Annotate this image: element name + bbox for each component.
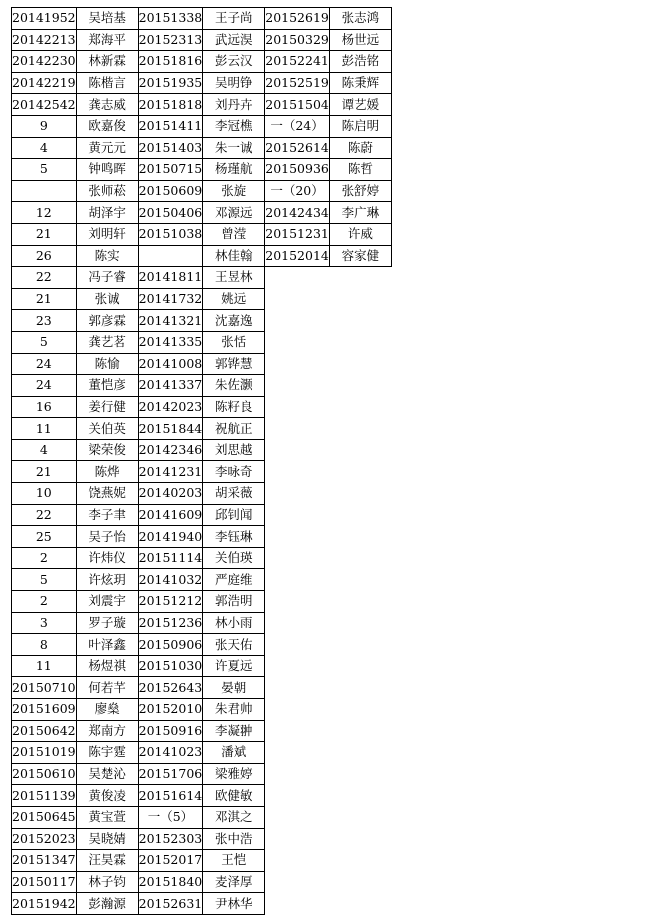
empty-cell: [329, 267, 391, 289]
table-row: [12, 245, 392, 267]
table-row: [12, 72, 392, 94]
id-cell: 2: [12, 547, 77, 569]
empty-cell: [265, 612, 330, 634]
table-row: [12, 634, 392, 656]
empty-cell: [265, 310, 330, 332]
table-row: [12, 893, 392, 915]
name-cell: 姜行健: [76, 396, 138, 418]
id-cell: 26: [12, 245, 77, 267]
id-cell: 4: [12, 137, 77, 159]
empty-cell: [329, 806, 391, 828]
name-cell: 张师菘: [76, 180, 138, 202]
table-row: [12, 396, 392, 418]
table-row: [12, 310, 392, 332]
id-cell: 20152619: [265, 8, 330, 30]
id-cell: 20150329: [265, 29, 330, 51]
name-cell: 尹林华: [203, 893, 265, 915]
name-cell: 杨瑾航: [203, 159, 265, 181]
name-cell: 胡泽宇: [76, 202, 138, 224]
id-cell: 20151614: [138, 785, 203, 807]
id-cell: 20150117: [12, 871, 77, 893]
empty-cell: [329, 569, 391, 591]
name-cell: 刘震宇: [76, 591, 138, 613]
empty-cell: [265, 439, 330, 461]
id-cell: 20141609: [138, 504, 203, 526]
table-row: [12, 461, 392, 483]
name-cell: 林佳翰: [203, 245, 265, 267]
id-cell: 20151840: [138, 871, 203, 893]
table-row: [12, 828, 392, 850]
name-cell: 朱一诚: [203, 137, 265, 159]
empty-cell: [265, 763, 330, 785]
id-cell: 20152614: [265, 137, 330, 159]
id-cell: 20151038: [138, 223, 203, 245]
name-cell: 张中浩: [203, 828, 265, 850]
empty-cell: [329, 720, 391, 742]
name-cell: 龚艺茗: [76, 331, 138, 353]
id-cell: 20142023: [138, 396, 203, 418]
student-table: [11, 7, 392, 915]
empty-cell: [329, 331, 391, 353]
id-cell: 22: [12, 504, 77, 526]
id-cell: 22: [12, 267, 77, 289]
id-cell: 20142213: [12, 29, 77, 51]
empty-cell: [265, 547, 330, 569]
table-row: [12, 51, 392, 73]
id-cell: 9: [12, 115, 77, 137]
id-cell: 20150642: [12, 720, 77, 742]
id-cell: 20142230: [12, 51, 77, 73]
id-cell: [12, 180, 77, 202]
id-cell: 21: [12, 223, 77, 245]
empty-cell: [329, 504, 391, 526]
name-cell: 陈愉: [76, 353, 138, 375]
id-cell: 20151338: [138, 8, 203, 30]
id-cell: 16: [12, 396, 77, 418]
empty-cell: [265, 677, 330, 699]
name-cell: 许夏远: [203, 655, 265, 677]
name-cell: 武远淏: [203, 29, 265, 51]
empty-cell: [265, 742, 330, 764]
name-cell: 曾滢: [203, 223, 265, 245]
name-cell: 陈实: [76, 245, 138, 267]
name-cell: 胡采薇: [203, 483, 265, 505]
name-cell: 吴子怡: [76, 526, 138, 548]
name-cell: 陈楷言: [76, 72, 138, 94]
id-cell: 20151706: [138, 763, 203, 785]
name-cell: 欧嘉俊: [76, 115, 138, 137]
table-row: [12, 159, 392, 181]
empty-cell: [265, 331, 330, 353]
name-cell: 沈嘉逸: [203, 310, 265, 332]
id-cell: 20151212: [138, 591, 203, 613]
id-cell: 20152241: [265, 51, 330, 73]
name-cell: 晏朝: [203, 677, 265, 699]
empty-cell: [265, 288, 330, 310]
id-cell: 20151236: [138, 612, 203, 634]
table-row: [12, 180, 392, 202]
id-cell: 20152631: [138, 893, 203, 915]
name-cell: 刘明轩: [76, 223, 138, 245]
name-cell: 李凝翀: [203, 720, 265, 742]
id-cell: 10: [12, 483, 77, 505]
id-cell: 20150609: [138, 180, 203, 202]
id-cell: 20151139: [12, 785, 77, 807]
name-cell: 张志鸿: [329, 8, 391, 30]
id-cell: 4: [12, 439, 77, 461]
name-cell: 彭浩铭: [329, 51, 391, 73]
name-cell: 张舒婷: [329, 180, 391, 202]
table-row: [12, 569, 392, 591]
table-row: [12, 439, 392, 461]
id-cell: 20150936: [265, 159, 330, 181]
table-row: [12, 223, 392, 245]
name-cell: 吴楚沁: [76, 763, 138, 785]
id-cell: 20141023: [138, 742, 203, 764]
empty-cell: [329, 439, 391, 461]
name-cell: 祝航正: [203, 418, 265, 440]
name-cell: 杨世远: [329, 29, 391, 51]
name-cell: 黄俊凌: [76, 785, 138, 807]
name-cell: 饶燕妮: [76, 483, 138, 505]
id-cell: 20150645: [12, 806, 77, 828]
id-cell: 20142434: [265, 202, 330, 224]
id-cell: 11: [12, 655, 77, 677]
name-cell: 容家健: [329, 245, 391, 267]
name-cell: 董恺彦: [76, 375, 138, 397]
name-cell: 郭彦霖: [76, 310, 138, 332]
id-cell: 23: [12, 310, 77, 332]
id-cell: 5: [12, 569, 77, 591]
id-cell: 20150406: [138, 202, 203, 224]
id-cell: 2: [12, 591, 77, 613]
name-cell: 欧健敏: [203, 785, 265, 807]
name-cell: 邓淇之: [203, 806, 265, 828]
table-row: [12, 267, 392, 289]
table-row: [12, 483, 392, 505]
name-cell: 关伯瑛: [203, 547, 265, 569]
name-cell: 罗子璇: [76, 612, 138, 634]
id-cell: 20151030: [138, 655, 203, 677]
id-cell: 5: [12, 159, 77, 181]
id-cell: 20152014: [265, 245, 330, 267]
empty-cell: [329, 893, 391, 915]
table-row: [12, 418, 392, 440]
empty-cell: [329, 288, 391, 310]
id-cell: 20150916: [138, 720, 203, 742]
id-cell: 20141940: [138, 526, 203, 548]
name-cell: 陈哲: [329, 159, 391, 181]
id-cell: 20150710: [12, 677, 77, 699]
name-cell: 张恬: [203, 331, 265, 353]
empty-cell: [265, 461, 330, 483]
empty-cell: [265, 806, 330, 828]
name-cell: 陈宇霆: [76, 742, 138, 764]
id-cell: 20151231: [265, 223, 330, 245]
name-cell: 林新霖: [76, 51, 138, 73]
empty-cell: [265, 396, 330, 418]
name-cell: 邱钊闻: [203, 504, 265, 526]
name-cell: 李广琳: [329, 202, 391, 224]
id-cell: 20151403: [138, 137, 203, 159]
name-cell: 黄宝萱: [76, 806, 138, 828]
empty-cell: [265, 483, 330, 505]
id-cell: [138, 245, 203, 267]
table-row: [12, 94, 392, 116]
id-cell: 20151019: [12, 742, 77, 764]
empty-cell: [329, 375, 391, 397]
table-row: [12, 699, 392, 721]
id-cell: 20141337: [138, 375, 203, 397]
name-cell: 张诚: [76, 288, 138, 310]
empty-cell: [265, 893, 330, 915]
id-cell: 20152017: [138, 850, 203, 872]
id-cell: 20152010: [138, 699, 203, 721]
empty-cell: [265, 699, 330, 721]
table-row: [12, 785, 392, 807]
name-cell: 谭艺媛: [329, 94, 391, 116]
id-cell: 11: [12, 418, 77, 440]
name-cell: 杨煜祺: [76, 655, 138, 677]
empty-cell: [329, 310, 391, 332]
name-cell: 王恺: [203, 850, 265, 872]
table-row: [12, 720, 392, 742]
empty-cell: [329, 677, 391, 699]
name-cell: 何若芊: [76, 677, 138, 699]
table-row: [12, 763, 392, 785]
id-cell: 20150715: [138, 159, 203, 181]
id-cell: 5: [12, 331, 77, 353]
table-row: [12, 29, 392, 51]
table-row: [12, 612, 392, 634]
id-cell: 20141811: [138, 267, 203, 289]
name-cell: 王子尚: [203, 8, 265, 30]
name-cell: 汪昊霖: [76, 850, 138, 872]
id-cell: 21: [12, 461, 77, 483]
empty-cell: [329, 418, 391, 440]
student-table-body: [12, 8, 392, 915]
table-row: [12, 806, 392, 828]
name-cell: 麦泽厚: [203, 871, 265, 893]
name-cell: 张天佑: [203, 634, 265, 656]
name-cell: 梁雅婷: [203, 763, 265, 785]
empty-cell: [329, 526, 391, 548]
name-cell: 陈蔚: [329, 137, 391, 159]
id-cell: 20141231: [138, 461, 203, 483]
table-row: [12, 871, 392, 893]
id-cell: 20152519: [265, 72, 330, 94]
empty-cell: [265, 267, 330, 289]
id-cell: 20142346: [138, 439, 203, 461]
empty-cell: [265, 353, 330, 375]
id-cell: 20151844: [138, 418, 203, 440]
name-cell: 叶泽鑫: [76, 634, 138, 656]
name-cell: 许炜仪: [76, 547, 138, 569]
empty-cell: [329, 742, 391, 764]
id-cell: 20151504: [265, 94, 330, 116]
table-row: [12, 8, 392, 30]
empty-cell: [329, 353, 391, 375]
id-cell: 12: [12, 202, 77, 224]
empty-cell: [265, 418, 330, 440]
empty-cell: [265, 850, 330, 872]
table-row: [12, 504, 392, 526]
name-cell: 王昱林: [203, 267, 265, 289]
name-cell: 吴明铮: [203, 72, 265, 94]
id-cell: 20141732: [138, 288, 203, 310]
name-cell: 严庭维: [203, 569, 265, 591]
id-cell: 3: [12, 612, 77, 634]
name-cell: 钟鸣晖: [76, 159, 138, 181]
id-cell: 20140203: [138, 483, 203, 505]
id-cell: 20151609: [12, 699, 77, 721]
empty-cell: [329, 850, 391, 872]
id-cell: 24: [12, 353, 77, 375]
name-cell: 郭浩明: [203, 591, 265, 613]
name-cell: 姚远: [203, 288, 265, 310]
empty-cell: [329, 871, 391, 893]
empty-cell: [265, 655, 330, 677]
name-cell: 朱君帅: [203, 699, 265, 721]
id-cell: 21: [12, 288, 77, 310]
name-cell: 林小雨: [203, 612, 265, 634]
name-cell: 彭云汉: [203, 51, 265, 73]
id-cell: 20141335: [138, 331, 203, 353]
table-row: [12, 353, 392, 375]
empty-cell: [329, 634, 391, 656]
empty-cell: [265, 828, 330, 850]
name-cell: 李冠樵: [203, 115, 265, 137]
id-cell: 20141008: [138, 353, 203, 375]
name-cell: 刘思越: [203, 439, 265, 461]
id-cell: 20141952: [12, 8, 77, 30]
name-cell: 吴培基: [76, 8, 138, 30]
empty-cell: [265, 526, 330, 548]
name-cell: 关伯英: [76, 418, 138, 440]
name-cell: 龚志威: [76, 94, 138, 116]
name-cell: 吴晓婧: [76, 828, 138, 850]
table-row: [12, 137, 392, 159]
id-cell: 20151816: [138, 51, 203, 73]
id-cell: 20141321: [138, 310, 203, 332]
id-cell: 25: [12, 526, 77, 548]
empty-cell: [265, 375, 330, 397]
name-cell: 潘斌: [203, 742, 265, 764]
name-cell: 李子聿: [76, 504, 138, 526]
id-cell: 20151347: [12, 850, 77, 872]
id-cell: 一（20）: [265, 180, 330, 202]
empty-cell: [329, 461, 391, 483]
name-cell: 冯子睿: [76, 267, 138, 289]
table-row: [12, 850, 392, 872]
id-cell: 20151114: [138, 547, 203, 569]
table-row: [12, 115, 392, 137]
empty-cell: [265, 785, 330, 807]
empty-cell: [329, 483, 391, 505]
empty-cell: [329, 699, 391, 721]
id-cell: 8: [12, 634, 77, 656]
name-cell: 郑南方: [76, 720, 138, 742]
table-row: [12, 526, 392, 548]
table-row: [12, 288, 392, 310]
name-cell: 许威: [329, 223, 391, 245]
id-cell: 一（5）: [138, 806, 203, 828]
empty-cell: [265, 720, 330, 742]
name-cell: 陈籽良: [203, 396, 265, 418]
id-cell: 20142542: [12, 94, 77, 116]
name-cell: 陈启明: [329, 115, 391, 137]
empty-cell: [265, 591, 330, 613]
name-cell: 郑海平: [76, 29, 138, 51]
name-cell: 李钰琳: [203, 526, 265, 548]
empty-cell: [329, 591, 391, 613]
name-cell: 陈烨: [76, 461, 138, 483]
id-cell: 20152303: [138, 828, 203, 850]
name-cell: 彭瀚源: [76, 893, 138, 915]
empty-cell: [329, 785, 391, 807]
empty-cell: [265, 634, 330, 656]
table-row: [12, 655, 392, 677]
id-cell: 一（24）: [265, 115, 330, 137]
name-cell: 廖燊: [76, 699, 138, 721]
table-row: [12, 742, 392, 764]
id-cell: 20141032: [138, 569, 203, 591]
id-cell: 20150610: [12, 763, 77, 785]
id-cell: 20151942: [12, 893, 77, 915]
name-cell: 张旋: [203, 180, 265, 202]
id-cell: 20150906: [138, 634, 203, 656]
empty-cell: [265, 504, 330, 526]
table-row: [12, 547, 392, 569]
empty-cell: [329, 828, 391, 850]
name-cell: 梁荣俊: [76, 439, 138, 461]
empty-cell: [329, 612, 391, 634]
empty-cell: [329, 396, 391, 418]
table-row: [12, 591, 392, 613]
name-cell: 林子钧: [76, 871, 138, 893]
name-cell: 许炫玥: [76, 569, 138, 591]
table-row: [12, 375, 392, 397]
name-cell: 朱佐灏: [203, 375, 265, 397]
id-cell: 20151818: [138, 94, 203, 116]
table-row: [12, 331, 392, 353]
name-cell: 李咏奇: [203, 461, 265, 483]
empty-cell: [265, 871, 330, 893]
empty-cell: [265, 569, 330, 591]
id-cell: 20151935: [138, 72, 203, 94]
name-cell: 刘丹卉: [203, 94, 265, 116]
empty-cell: [329, 547, 391, 569]
id-cell: 20152023: [12, 828, 77, 850]
empty-cell: [329, 763, 391, 785]
name-cell: 郭铧慧: [203, 353, 265, 375]
name-cell: 邓源远: [203, 202, 265, 224]
id-cell: 20151411: [138, 115, 203, 137]
table-row: [12, 202, 392, 224]
id-cell: 20152643: [138, 677, 203, 699]
empty-cell: [329, 655, 391, 677]
id-cell: 20152313: [138, 29, 203, 51]
name-cell: 陈秉辉: [329, 72, 391, 94]
table-row: [12, 677, 392, 699]
name-cell: 黄元元: [76, 137, 138, 159]
id-cell: 24: [12, 375, 77, 397]
id-cell: 20142219: [12, 72, 77, 94]
